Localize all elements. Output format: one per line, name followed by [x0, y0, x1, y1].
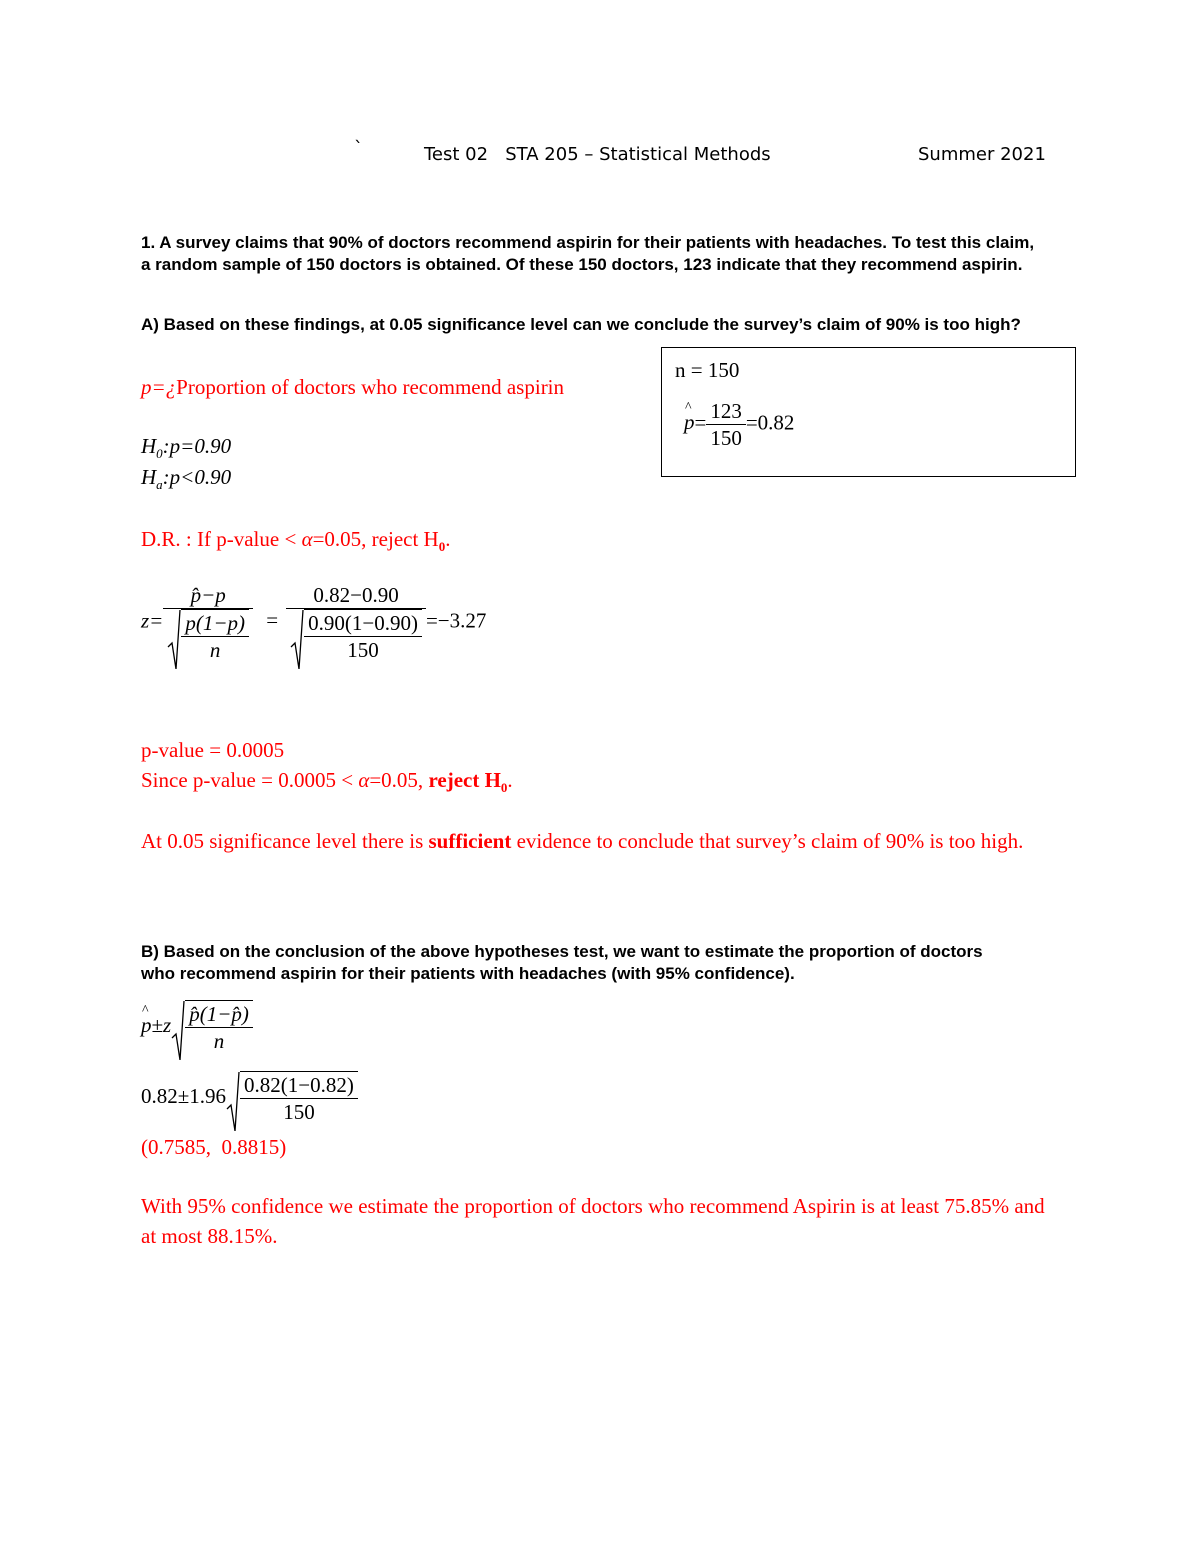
header-title: Test 02 STA 205 – Statistical Methods: [424, 144, 771, 165]
part-b-question: B) Based on the conclusion of the above hypotheses test, we want to estimate the proportion of doctors who recommend aspirin for their patients with headaches (with 95% confidence).: [141, 942, 983, 983]
header-term: Summer 2021: [918, 144, 1046, 165]
sample-size: n = 150: [675, 358, 740, 382]
phat-fraction: $\frac{123}{150}$: [706, 398, 746, 451]
ci-calculation: 0.82±1.96 $\frac{0.82(1-0.82)}{150}$: [141, 1071, 358, 1125]
ci-conclusion: With 95% confidence we estimate the proportion of doctors who recommend Aspirin is at least 75.85% and at most 88.15%.: [141, 1194, 1045, 1248]
z-prefix: z=: [141, 608, 164, 633]
parameter-definition: [141, 375, 564, 400]
given-values-box: [661, 347, 1076, 477]
z-value-fraction: $\frac{0.82-0.90}{\frac{0.90(1-0.90)}{150}}$: [286, 582, 426, 663]
question-intro: 1. A survey claims that 90% of doctors recommend aspirin for their patients with headaches. To test this claim, a random sample of 150 doctors is obtained. Of these 150 doctors, 123 indicate that they recommend aspirin.: [141, 233, 1035, 274]
p-value: p-value = 0.0005: [141, 738, 285, 762]
null-hypothesis: $H_0:p=0.90$: [141, 434, 232, 461]
param-text: Proportion of doctors who recommend aspirin: [176, 375, 565, 399]
sample-proportion: ^ p= $\frac{123}{150}$ =0.82: [684, 398, 794, 451]
h0-text: :p=0.90: [162, 434, 232, 458]
z-formula-fraction: $\frac{p̂-p}{\frac{p(1-p)}{n}}$: [163, 582, 253, 663]
ci-formula: ^ p±z $\frac{p̂(1-p̂)}{n}$: [141, 1000, 253, 1054]
param-glyph: ¿: [165, 375, 177, 399]
alt-hypothesis: $H_a:p<0.90$: [141, 465, 232, 492]
header-mark: `: [354, 138, 363, 159]
ci-result: (0.7585, 0.8815): [141, 1135, 287, 1159]
z-result: =−3.27: [425, 608, 487, 633]
ha-text: :p<0.90: [162, 465, 232, 489]
decision-rule: D.R. : If p-value < α=0.05, reject $H_0$.: [141, 527, 451, 554]
since-statement: Since p-value = 0.0005 < α=0.05, reject $H_0$.: [141, 768, 513, 795]
conclusion-a: At 0.05 significance level there is sufficient evidence to conclude that survey’s claim of 90% is too high.: [141, 829, 1024, 853]
part-a-question: A) Based on these findings, at 0.05 significance level can we conclude the survey’s claim of 90% is too high?: [141, 315, 1021, 334]
z-statistic: z= $\frac{p̂-p}{\frac{p(1-p)}{n}}$ = $\frac{0.82-0.90}{\frac{0.90(1-0.90)}{150}}$ =−3.27: [141, 582, 486, 663]
param-prefix: p=: [141, 375, 166, 399]
